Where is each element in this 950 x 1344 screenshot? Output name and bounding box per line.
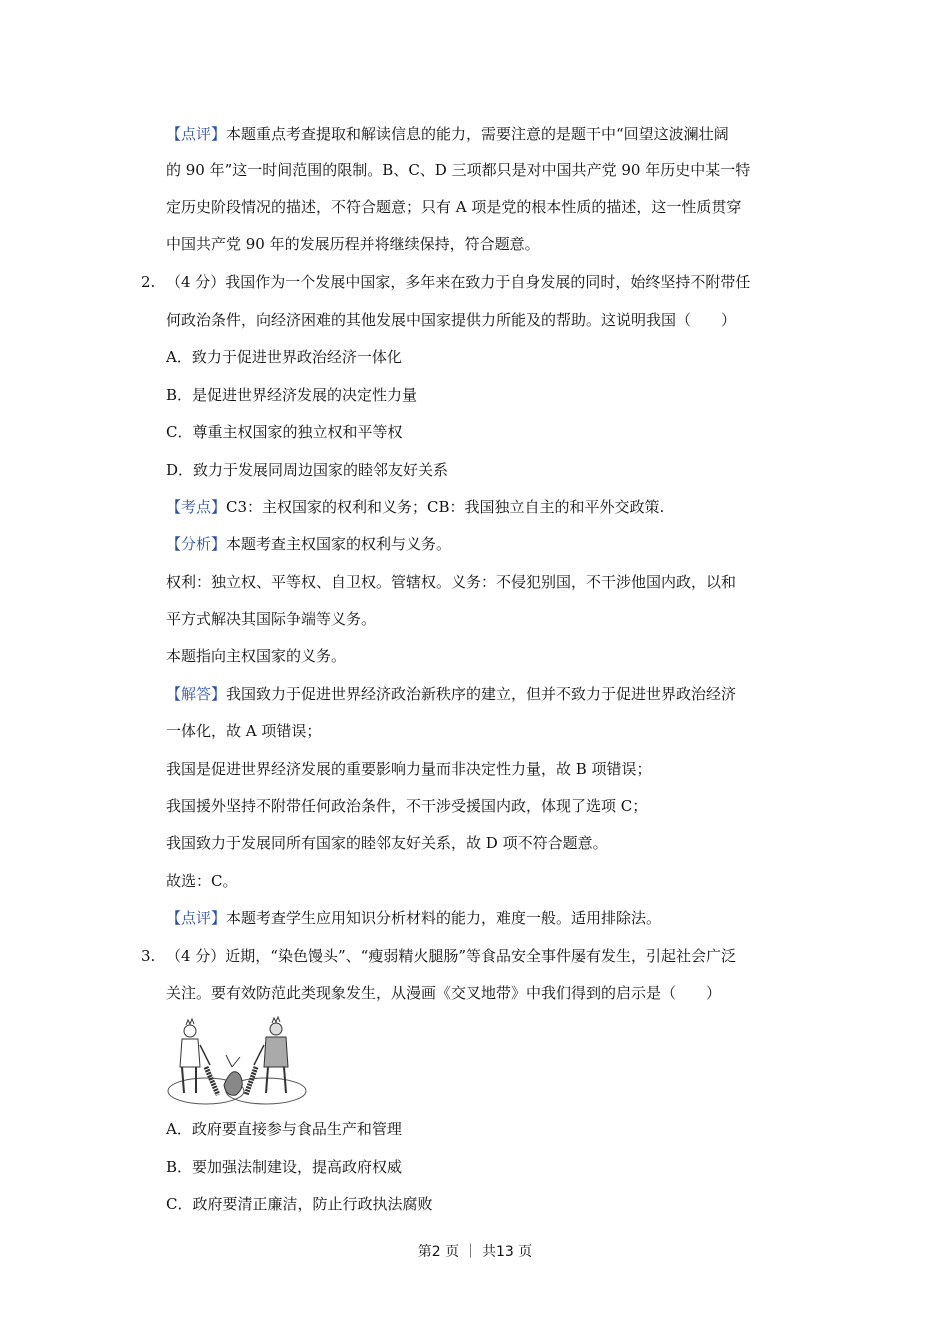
q2-dianping: 【点评】本题考查学生应用知识分析材料的能力，难度一般。适用排除法。 <box>166 909 662 927</box>
jieda-tag: 【解答】 <box>166 685 227 703</box>
q2-fenxi-line: 本题指向主权国家的义务。 <box>166 647 347 665</box>
q3-option-c: C．政府要清正廉洁，防止行政执法腐败 <box>166 1195 433 1213</box>
kaodian-tag: 【考点】 <box>166 498 227 516</box>
q2-kaodian: 【考点】C3：主权国家的权利和义务；CB：我国独立自主的和平外交政策. <box>166 498 665 516</box>
q2-jieda-line: 我国援外坚持不附带任何政治条件，不干涉受援国内政，体现了选项 C； <box>166 797 648 815</box>
q2-fenxi: 【分析】本题考查主权国家的权利与义务。 <box>166 535 452 553</box>
question-number: 2. <box>141 273 156 291</box>
q2-jieda-line: 我国是促进世界经济发展的重要影响力量而非决定性力量，故 B 项错误； <box>166 760 652 778</box>
q3-stem-line: （4 分）近期，“染色馒头”、“瘦弱精火腿肠”等食品安全事件屡有发生，引起社会广泛 <box>166 947 736 965</box>
q3-stem-line: 关注。要有效防范此类现象发生，从漫画《交叉地带》中我们得到的启示是（ ） <box>166 984 722 1002</box>
q1-comment-line: 中国共产党 90 年的发展历程并将继续保持，符合题意。 <box>166 235 540 253</box>
page-footer: 第2 页 ｜ 共13 页 <box>417 1244 533 1260</box>
q1-comment-line: 【点评】本题重点考查提取和解读信息的能力，需要注意的是题干中“回望这波澜壮阔 <box>166 125 729 143</box>
q2-jieda-line: 我国致力于发展同所有国家的睦邻友好关系，故 D 项不符合题意。 <box>166 834 608 852</box>
q2-stem-line: 何政治条件，向经济困难的其他发展中国家提供力所能及的帮助。这说明我国（ ） <box>166 311 737 329</box>
q2-option-c: C．尊重主权国家的独立权和平等权 <box>166 423 403 441</box>
q2-jieda: 【解答】我国致力于促进世界经济政治新秩序的建立，但并不致力于促进世界政治经济 <box>166 685 737 703</box>
fenxi-tag: 【分析】 <box>166 535 227 553</box>
q2-option-b: B．是促进世界经济发展的决定性力量 <box>166 386 418 404</box>
q2-fenxi-line: 平方式解决其国际争端等义务。 <box>166 610 377 628</box>
q2-answer: 故选：C。 <box>166 872 238 890</box>
q1-comment-line: 的 90 年”这一时间范围的限制。B、C、D 三项都只是对中国共产党 90 年历史中某一特 <box>166 161 751 179</box>
cartoon-image <box>166 1015 316 1107</box>
q2-option-a: A．致力于促进世界政治经济一体化 <box>166 348 402 366</box>
q3-option-b: B．要加强法制建设，提高政府权威 <box>166 1158 403 1176</box>
comment-tag: 【点评】 <box>166 125 227 143</box>
dianping-tag: 【点评】 <box>166 909 227 927</box>
q2-jieda-line: 一体化，故 A 项错误； <box>166 722 322 740</box>
q1-comment-line: 定历史阶段情况的描述，不符合题意；只有 A 项是党的根本性质的描述，这一性质贯穿 <box>166 198 742 216</box>
q2-option-d: D．致力于发展同周边国家的睦邻友好关系 <box>166 461 449 479</box>
q3-option-a: A．政府要直接参与食品生产和管理 <box>166 1120 402 1138</box>
q2-fenxi-line: 权利：独立权、平等权、自卫权。管辖权。义务：不侵犯别国，不干涉他国内政，以和 <box>166 573 737 591</box>
question-number: 3. <box>141 947 156 965</box>
q2-stem-line: （4 分）我国作为一个发展中国家，多年来在致力于自身发展的同时，始终坚持不附带任 <box>166 273 751 291</box>
